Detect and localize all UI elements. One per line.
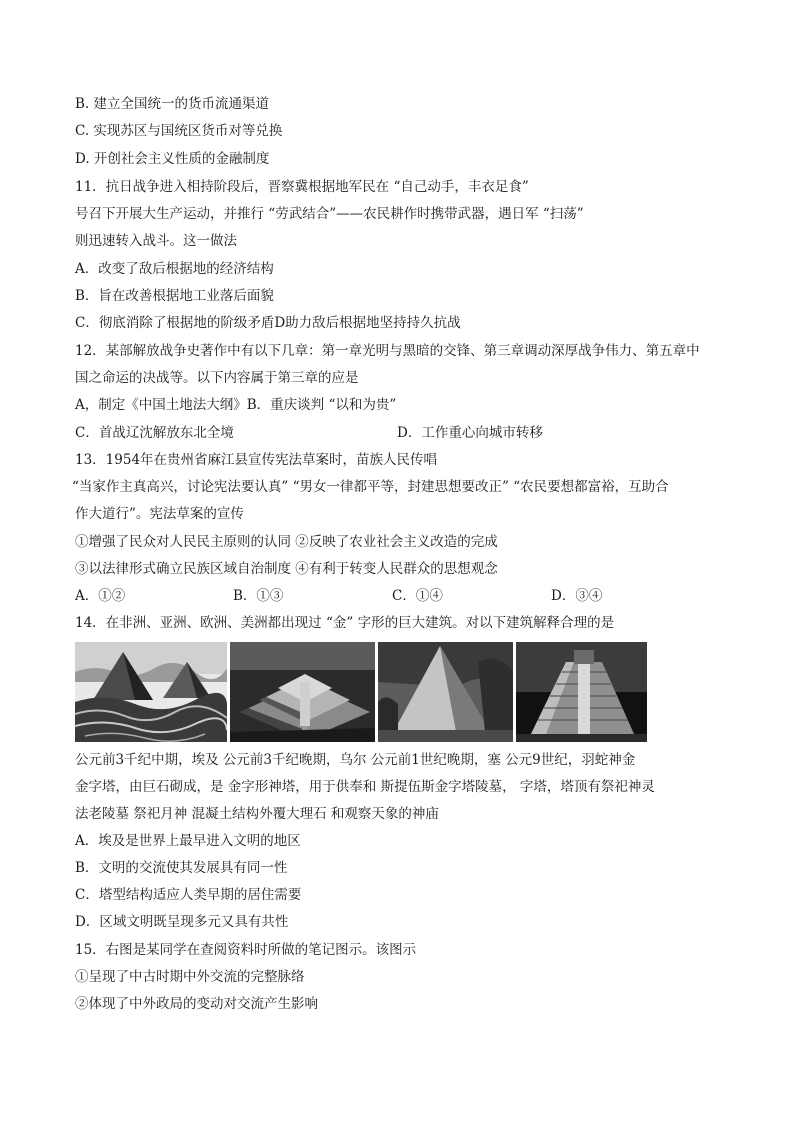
q10-option-b: B. 建立全国统一的货币流通渠道 xyxy=(75,96,270,112)
q13-option-c: C．①④ xyxy=(392,588,443,604)
q13-stem-line-2: “当家作主真高兴，讨论宪法要认真” “男女一律都平等，封建思想要改正” “农民要想都富裕，互助合 xyxy=(72,479,669,495)
q12-stem-line-1: 12．某部解放战争史著作中有以下几章：第一章光明与黑暗的交锋、第三章调动深厚战争伟力、第五章中 xyxy=(75,343,700,359)
q11-stem-line-3: 则迅速转入战斗。这一做法 xyxy=(75,233,237,249)
q14-option-b: B．文明的交流使其发展具有同一性 xyxy=(75,860,288,876)
q14-caption-line-3: 法老陵墓 祭祀月神 混凝土结构外覆大理石 和观察天象的神庙 xyxy=(75,806,439,822)
q14-option-c: C．塔型结构适应人类早期的居住需要 xyxy=(75,887,302,903)
q15-item-1: ①呈现了中古时期中外交流的完整脉络 xyxy=(75,969,305,985)
q11-option-c: C．彻底消除了根据地的阶级矛盾D助力敌后根据地坚持持久抗战 xyxy=(75,315,461,331)
q10-option-c: C. 实现苏区与国统区货币对等兑换 xyxy=(75,123,283,139)
q12-option-c: C．首战辽沈解放东北全境 xyxy=(75,425,234,441)
egypt-pyramid-image xyxy=(75,642,227,742)
q15-stem: 15．右图是某同学在查阅资料时所做的笔记图示。该图示 xyxy=(75,942,417,958)
q13-items-1-2: ①增强了民众对人民民主原则的认同 ②反映了农业社会主义改造的完成 xyxy=(75,534,498,550)
q14-option-a: A．埃及是世界上最早进入文明的地区 xyxy=(75,833,301,849)
ur-ziggurat-image xyxy=(230,642,375,742)
q13-option-a: A．①② xyxy=(75,588,126,604)
q14-caption-line-1: 公元前3千纪中期，埃及 公元前3千纪晚期，乌尔 公元前1世纪晚期，塞 公元9世纪，羽蛇神金 xyxy=(75,752,636,768)
q14-caption-line-2: 金字塔，由巨石砌成，是 金字形神塔，用于供奉和 斯提伍斯金字塔陵墓， 字塔，塔顶有祭祀神灵 xyxy=(75,779,655,795)
q13-stem-line-1: 13．1954年在贵州省麻江县宣传宪法草案时，苗族人民传唱 xyxy=(75,452,438,468)
q10-option-d: D. 开创社会主义性质的金融制度 xyxy=(75,151,270,167)
rome-cestius-pyramid-image xyxy=(378,642,513,742)
q12-stem-line-2: 国之命运的决战等。以下内容属于第三章的应是 xyxy=(75,370,359,386)
q15-item-2: ②体现了中外政局的变动对交流产生影响 xyxy=(75,996,318,1012)
kukulkan-pyramid-image xyxy=(516,642,647,742)
q11-stem-line-1: 11．抗日战争进入相持阶段后，晋察冀根据地军民在 “自己动手，丰衣足食” xyxy=(75,179,529,195)
q11-stem-line-2: 号召下开展大生产运动，并推行 “劳武结合”——农民耕作时携带武器，遇日军 “扫荡” xyxy=(75,206,584,222)
q13-items-3-4: ③以法律形式确立民族区域自治制度 ④有利于转变人民群众的思想观念 xyxy=(75,561,498,577)
q13-option-b: B．①③ xyxy=(233,588,284,604)
q14-option-d: D．区域文明既呈现多元又具有共性 xyxy=(75,914,289,930)
q11-option-a: A．改变了敌后根据地的经济结构 xyxy=(75,261,274,277)
q11-option-b: B．旨在改善根据地工业落后面貌 xyxy=(75,288,274,304)
q13-option-d: D．③④ xyxy=(551,588,603,604)
q14-stem: 14．在非洲、亚洲、欧洲、美洲都出现过 “金” 字形的巨大建筑。对以下建筑解释合理的是 xyxy=(75,615,615,631)
q12-option-d: D．工作重心向城市转移 xyxy=(397,425,543,441)
q12-option-ab: A，制定《中国土地法大纲》B．重庆谈判 “以和为贵” xyxy=(75,397,397,413)
q13-stem-line-3: 作大道行”。宪法草案的宣传 xyxy=(75,506,244,522)
